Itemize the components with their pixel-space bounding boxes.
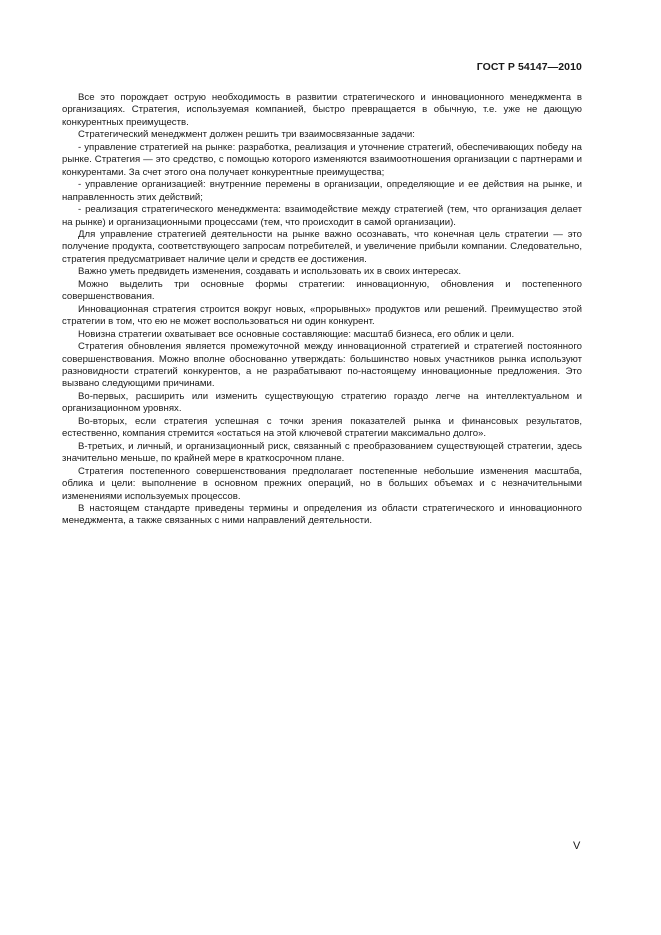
- paragraph-6: Для управление стратегией деятельности на рынке важно осознавать, что конечная цель стратегии — это получение продукта, соответствующего запросам потребителей, и увеличение прибыли компании. Следовательно, стратегия предусматривает наличие цели и средств ее достижения.: [62, 228, 582, 265]
- page-number: V: [573, 840, 581, 852]
- document-body: [62, 92, 582, 528]
- paragraph-4: - управление организацией: внутренние перемены в организации, определяющие и ее действия на рынке, и направленность этих действий;: [62, 179, 582, 203]
- paragraph-7: Важно уметь предвидеть изменения, создавать и использовать их в своих интересах.: [78, 266, 462, 278]
- paragraph-11: Стратегия обновления является промежуточной между инновационной стратегией и стратегией постоянного совершенствования. Можно вполне обоснованно утверждать: большинство новых участников рынка используют разновидности стратегий конкурентов, а не разрабатывают по-настоящему инновационные предложения. Это вызвано следующими причинами.: [62, 341, 582, 390]
- paragraph-12: Во-первых, расширить или изменить существующую стратегию гораздо легче на интеллектуальном и организационном уровнях.: [62, 390, 582, 415]
- paragraph-16: В настоящем стандарте приведены термины и определения из области стратегического и инновационного менеджмента, а также связанных с ними направлений деятельности.: [62, 502, 582, 527]
- document-code-header: ГОСТ Р 54147—2010: [476, 61, 582, 73]
- paragraph-3: - управление стратегией на рынке: разработка, реализация и уточнение стратегий, обеспечивающих победу на рынке. Стратегия — это средство, с помощью которого изменяются взаимоотношения организации с партнерами и конкурентами. За счет этого она получает конкурентные преимущества;: [62, 141, 582, 178]
- paragraph-9: Инновационная стратегия строится вокруг новых, «прорывных» продуктов или решений. Преимущество этой стратегии в том, что ею не может воспользоваться ни один конкурент.: [62, 303, 582, 328]
- paragraph-10: Новизна стратегии охватывает все основные составляющие: масштаб бизнеса, его облик и цели.: [78, 328, 515, 340]
- paragraph-1: Все это порождает острую необходимость в развитии стратегического и инновационного менеджмента в организациях. Стратегия, используемая компанией, быстро превращается в обычную, т.е. уже не дающую конкурентных преимуществ.: [62, 92, 582, 128]
- paragraph-2: Стратегический менеджмент должен решить три взаимосвязанные задачи:: [78, 129, 415, 141]
- paragraph-14: В-третьих, и личный, и организационный риск, связанный с преобразованием существующей стратегии, здесь значительно меньше, по крайней мере в краткосрочном плане.: [62, 440, 582, 465]
- paragraph-13: Во-вторых, если стратегия успешная с точки зрения показателей рынка и финансовых результатов, естественно, компания стремится «остаться на этой ключевой стратегии максимально долго».: [62, 415, 582, 440]
- paragraph-15: Стратегия постепенного совершенствования предполагает постепенные небольшие изменения масштаба, облика и цели: выполнение в основном прежних операций, но в больших объемах и с незначительными изменениями используемых процессов.: [62, 465, 582, 502]
- paragraph-8: Можно выделить три основные формы стратегии: инновационную, обновления и постепенного совершенствования.: [62, 278, 582, 303]
- paragraph-5: - реализация стратегического менеджмента: взаимодействие между стратегией (тем, что организация делает на рынке) и организационными процессами (тем, что происходит в самой организации).: [62, 204, 582, 228]
